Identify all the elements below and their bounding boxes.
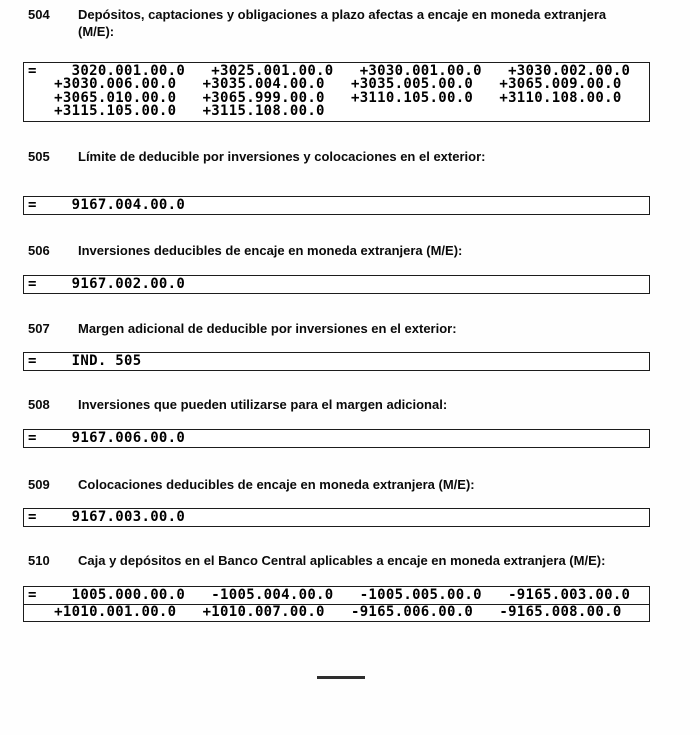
formula-box [23,196,650,215]
item-title [78,6,606,40]
item-title-line: Inversiones deducibles de encaje en moneda extranjera (M/E): [78,243,463,258]
item-number: 509 [28,477,50,492]
formula-row: = 9167.002.00.0 [28,276,186,292]
item-title-line: Inversiones que pueden utilizarse para el margen adicional: [78,397,448,412]
item-title [78,320,457,337]
formula-box [23,586,650,622]
formula-row: +3030.006.00.0 +3035.004.00.0 +3035.005.00.0 +3065.009.00.0 [28,76,622,93]
formula-row: +1010.001.00.0 +1010.007.00.0 -9165.006.00.0 -9165.008.00.0 [28,604,622,620]
formula-row: = IND. 505 [28,353,142,369]
item-504 [0,6,700,122]
formula-box [23,62,650,122]
item-title-line: Caja y depósitos en el Banco Central aplicables a encaje en moneda extranjera (M/E): [78,553,606,568]
item-number: 505 [28,149,50,164]
formula-row: +3115.105.00.0 +3115.108.00.0 [28,103,325,120]
formula-box [23,508,650,527]
item-number: 504 [28,7,50,22]
item-508 [0,396,700,448]
item-number: 506 [28,243,50,258]
item-title-line: (M/E): [78,24,115,39]
item-title [78,148,485,165]
formula-box [23,275,650,294]
formula-row: = 9167.006.00.0 [28,430,186,446]
item-507 [0,320,700,371]
formula-row: = 9167.004.00.0 [28,197,186,213]
formula-row: +3065.010.00.0 +3065.999.00.0 +3110.105.00.0 +3110.108.00.0 [28,89,622,106]
item-title [78,396,447,413]
item-title [78,552,605,569]
item-title-line: Margen adicional de deducible por inversiones en el exterior: [78,321,457,336]
formula-row: = 1005.000.00.0 -1005.004.00.0 -1005.005.00.0 -9165.003.00.0 [24,588,649,605]
item-509 [0,476,700,527]
item-header [0,148,700,165]
item-header [0,242,700,259]
item-505 [0,148,700,215]
item-header [0,6,700,40]
item-header [0,552,700,569]
item-510 [0,552,700,622]
item-title [78,242,462,259]
item-header [0,396,700,413]
formula-row: = 9167.003.00.0 [28,509,186,525]
item-number: 508 [28,397,50,412]
page-separator-line [317,676,365,679]
item-506 [0,242,700,294]
formula-box [23,352,650,371]
item-header [0,320,700,337]
item-title-line: Colocaciones deducibles de encaje en moneda extranjera (M/E): [78,477,475,492]
item-title [78,476,475,493]
formula-row: = 3020.001.00.0 +3025.001.00.0 +3030.001.00.0 +3030.002.00.0 [28,63,631,79]
item-number: 510 [28,553,50,568]
item-number: 507 [28,321,50,336]
item-header [0,476,700,493]
item-title-line: Depósitos, captaciones y obligaciones a plazo afectas a encaje en moneda extranjera [78,7,607,22]
item-title-line: Límite de deducible por inversiones y colocaciones en el exterior: [78,149,486,164]
formula-box [23,429,650,448]
